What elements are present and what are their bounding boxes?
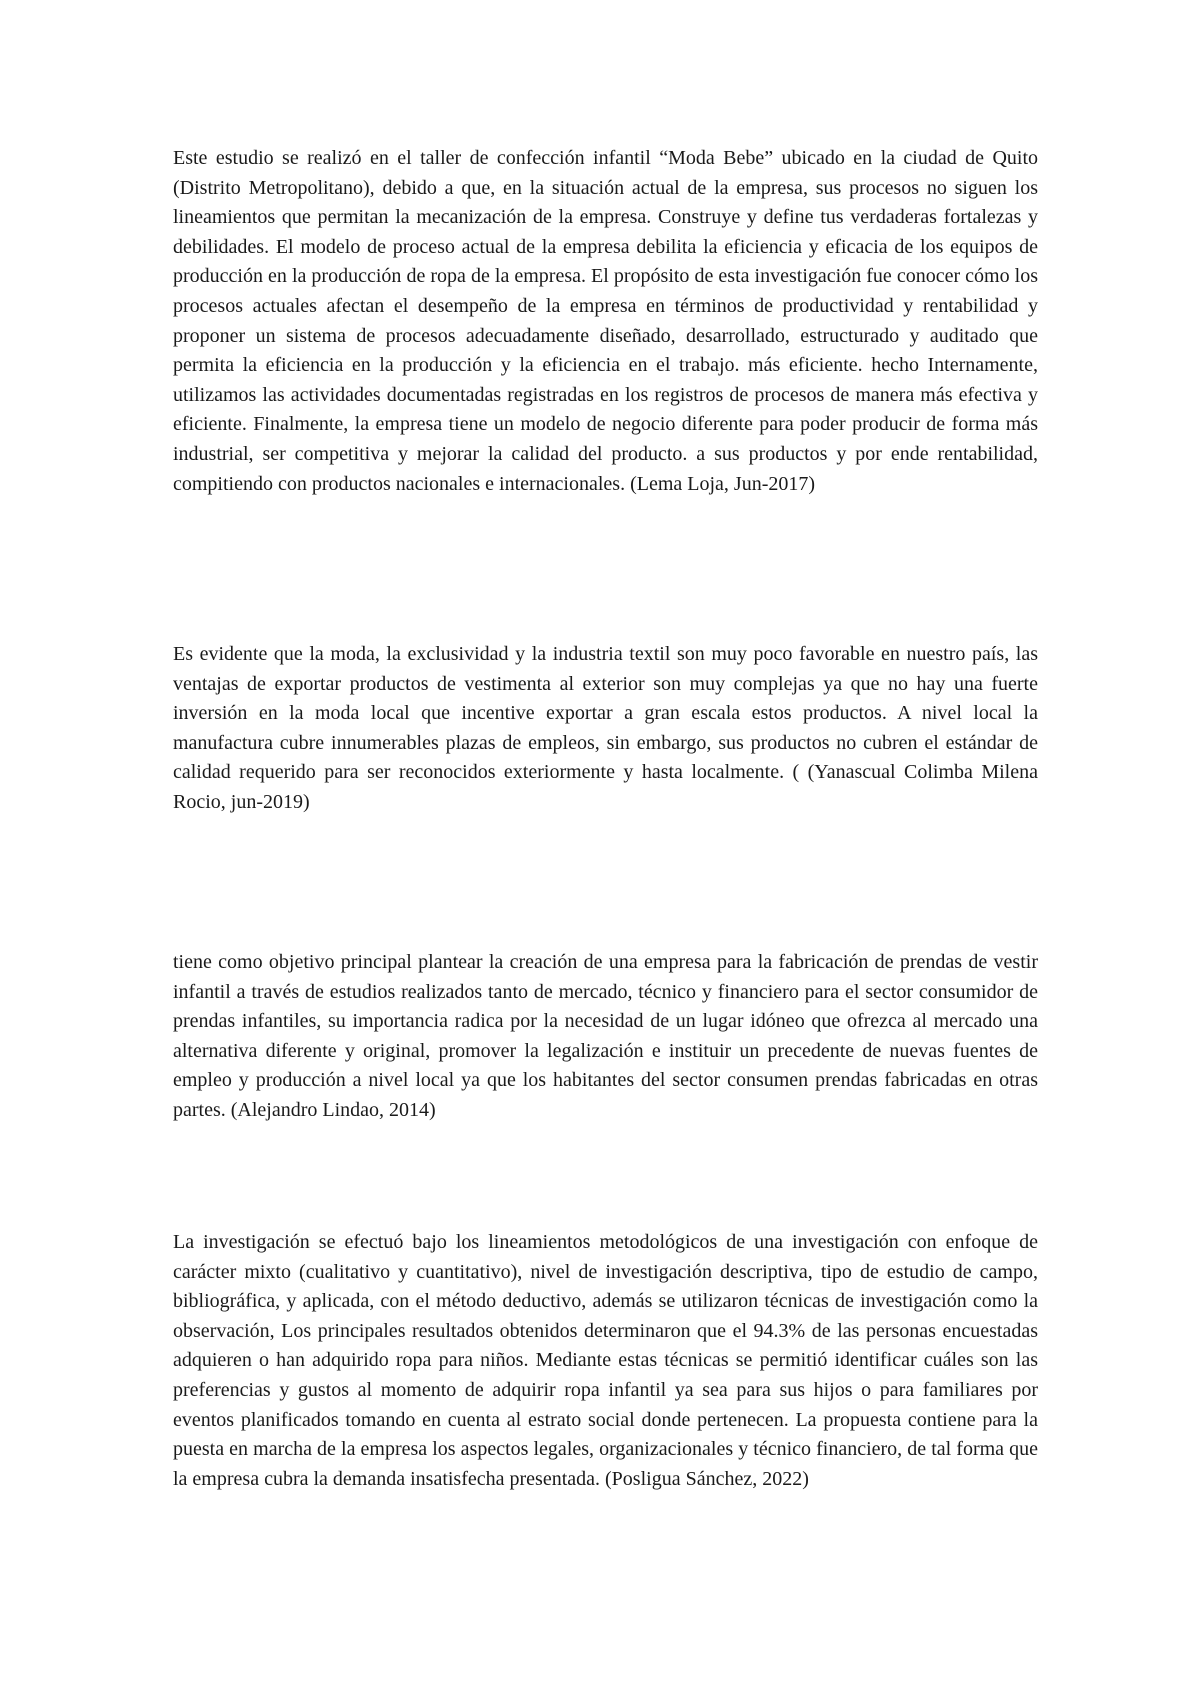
paragraph-yanascual-colimba: Es evidente que la moda, la exclusividad y la industria textil son muy poco favorable en nuestro país, las ventajas de exportar productos de vestimenta al exterior son muy complejas ya que no hay una fuerte inversión en la moda local que incentive exportar a gran escala estos productos. A nivel local la manufactura cubre innumerables plazas de empleos, sin embargo, sus productos no cubren el estándar de calidad requerido para ser reconocidos exteriormente y hasta localmente. ( (Yanascual Colimba Milena Rocio, jun-2019) bbox=[173, 643, 1038, 813]
paragraph-lema-loja: Este estudio se realizó en el taller de confección infantil “Moda Bebe” ubicado en la ciudad de Quito (Distrito Metropolitano), debido a que, en la situación actual de la empresa, sus procesos no siguen los lineamientos que permitan la mecanización de la empresa. Construye y define tus verdaderas fortalezas y debilidades. El modelo de proceso actual de la empresa debilita la eficiencia y eficacia de los equipos de producción en la producción de ropa de la empresa. El propósito de esta investigación fue conocer cómo los procesos actuales afectan el desempeño de la empresa en términos de productividad y rentabilidad y proponer un sistema de procesos adecuadamente diseñado, desarrollado, estructurado y auditado que permita la eficiencia en la producción y la eficiencia en el trabajo. más eficiente. hecho Internamente, utilizamos las actividades documentadas registradas en los registros de procesos de manera más efectiva y eficiente. Finalmente, la empresa tiene un modelo de negocio diferente para poder producir de forma más industrial, ser competitiva y mejorar la calidad del producto. a sus productos y por ende rentabilidad, compitiendo con productos nacionales e internacionales. (Lema Loja, Jun-2017) bbox=[173, 147, 1038, 495]
paragraph-posligua-sanchez: La investigación se efectuó bajo los lineamientos metodológicos de una investigación con enfoque de carácter mixto (cualitativo y cuantitativo), nivel de investigación descriptiva, tipo de estudio de campo, bibliográfica, y aplicada, con el método deductivo, además se utilizaron técnicas de investigación como la observación, Los principales resultados obtenidos determinaron que el 94.3% de las personas encuestadas adquieren o han adquirido ropa para niños. Mediante estas técnicas se permitió identificar cuáles son las preferencias y gustos al momento de adquirir ropa infantil ya sea para sus hijos o para familiares por eventos planificados tomando en cuenta al estrato social donde pertenecen. La propuesta contiene para la puesta en marcha de la empresa los aspectos legales, organizacionales y técnico financiero, de tal forma que la empresa cubra la demanda insatisfecha presentada. (Posligua Sánchez, 2022) bbox=[173, 1231, 1038, 1490]
paragraph-alejandro-lindao: tiene como objetivo principal plantear la creación de una empresa para la fabricación de prendas de vestir infantil a través de estudios realizados tanto de mercado, técnico y financiero para el sector consumidor de prendas infantiles, su importancia radica por la necesidad de un lugar idóneo que ofrezca al mercado una alternativa diferente y original, promover la legalización e instituir un precedente de nuevas fuentes de empleo y producción a nivel local ya que los habitantes del sector consumen prendas fabricadas en otras partes. (Alejandro Lindao, 2014) bbox=[173, 951, 1038, 1121]
